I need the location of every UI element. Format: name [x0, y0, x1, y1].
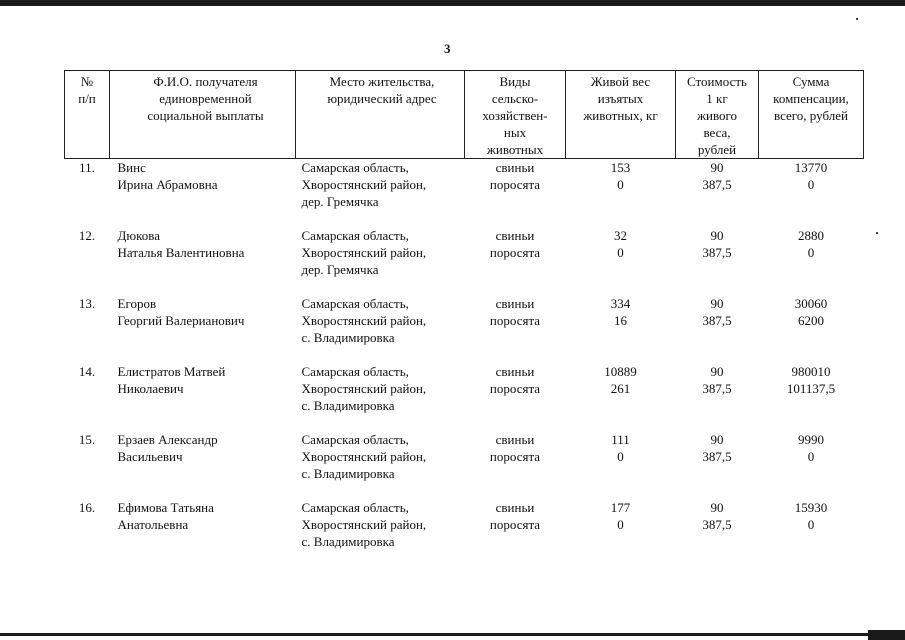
header-address: Место жительства, юридический адрес	[296, 71, 465, 159]
cost-per-kg: 90 387,5	[702, 296, 732, 328]
recipient-name: Ефимова Татьяна Анатольевна	[117, 500, 214, 532]
table-row	[65, 363, 864, 431]
recipient-address: Самарская область, Хворостянский район, дер. Гремячка	[301, 228, 427, 277]
cost-per-kg: 90 387,5	[702, 500, 732, 532]
compensation-table	[64, 70, 864, 559]
animal-kinds: свиньи поросята	[489, 296, 541, 328]
row-num: 12.	[78, 228, 96, 243]
cost-per-kg: 90 387,5	[702, 432, 732, 464]
live-weight: 153 0	[610, 160, 631, 192]
compensation-sum: 980010 101137,5	[786, 364, 836, 396]
recipient-name: Винс Ирина Абрамовна	[117, 160, 218, 192]
table-row	[65, 431, 864, 499]
animal-kinds: свиньи поросята	[489, 500, 541, 532]
compensation-sum: 15930 0	[794, 500, 828, 532]
cost-per-kg: 90 387,5	[702, 228, 732, 260]
live-weight: 32 0	[614, 228, 627, 260]
recipient-address: Самарская область, Хворостянский район, с. Владимировка	[301, 432, 427, 481]
table-header-row	[65, 71, 864, 159]
row-num: 11.	[79, 160, 95, 175]
animal-kinds: свиньи поросята	[489, 432, 541, 464]
live-weight: 334 16	[610, 296, 631, 328]
table-row	[65, 295, 864, 363]
recipient-address: Самарская область, Хворостянский район, дер. Гремячка	[301, 160, 427, 209]
animal-kinds: свиньи поросята	[489, 228, 541, 260]
scan-bottom-edge	[0, 633, 905, 636]
table-row	[65, 159, 864, 228]
header-kind: Виды сельско- хозяйствен- ных животных	[465, 71, 566, 159]
recipient-name: Дюкова Наталья Валентиновна	[117, 228, 245, 260]
cost-per-kg: 90 387,5	[702, 160, 732, 192]
recipient-address: Самарская область, Хворостянский район, с. Владимировка	[301, 500, 427, 549]
recipient-address: Самарская область, Хворостянский район, с. Владимировка	[301, 296, 427, 345]
animal-kinds: свиньи поросята	[489, 160, 541, 192]
compensation-sum: 9990 0	[798, 432, 824, 464]
scan-top-edge	[0, 0, 905, 6]
cost-per-kg: 90 387,5	[702, 364, 732, 396]
live-weight: 177 0	[610, 500, 631, 532]
header-sum: Сумма компенсации, всего, рублей	[759, 71, 864, 159]
row-num: 13.	[78, 296, 96, 311]
recipient-name: Елистратов Матвей Николаевич	[117, 364, 226, 396]
compensation-sum: 2880 0	[798, 228, 824, 260]
recipient-name: Ерзаев Александр Васильевич	[117, 432, 218, 464]
header-name: Ф.И.О. получателя единовременной социальной выплаты	[110, 71, 296, 159]
recipient-address: Самарская область, Хворостянский район, с. Владимировка	[301, 364, 427, 413]
animal-kinds: свиньи поросята	[489, 364, 541, 396]
recipient-name: Егоров Георгий Валерианович	[117, 296, 245, 328]
scan-bottom-corner	[868, 630, 905, 640]
header-cost: Стоимость 1 кг живого веса, рублей	[676, 71, 759, 159]
compensation-sum: 13770 0	[794, 160, 828, 192]
page-number: 3	[444, 41, 451, 56]
live-weight: 10889 261	[604, 364, 637, 396]
scan-speck	[856, 18, 858, 20]
compensation-sum: 30060 6200	[794, 296, 828, 328]
table-row	[65, 227, 864, 295]
header-weight: Живой вес изъятых животных, кг	[566, 71, 676, 159]
row-num: 15.	[78, 432, 96, 447]
header-num: № п/п	[65, 71, 110, 159]
table-row	[65, 499, 864, 559]
row-num: 16.	[78, 500, 96, 515]
live-weight: 111 0	[611, 432, 630, 464]
row-num: 14.	[78, 364, 96, 379]
scan-speck	[876, 232, 878, 234]
